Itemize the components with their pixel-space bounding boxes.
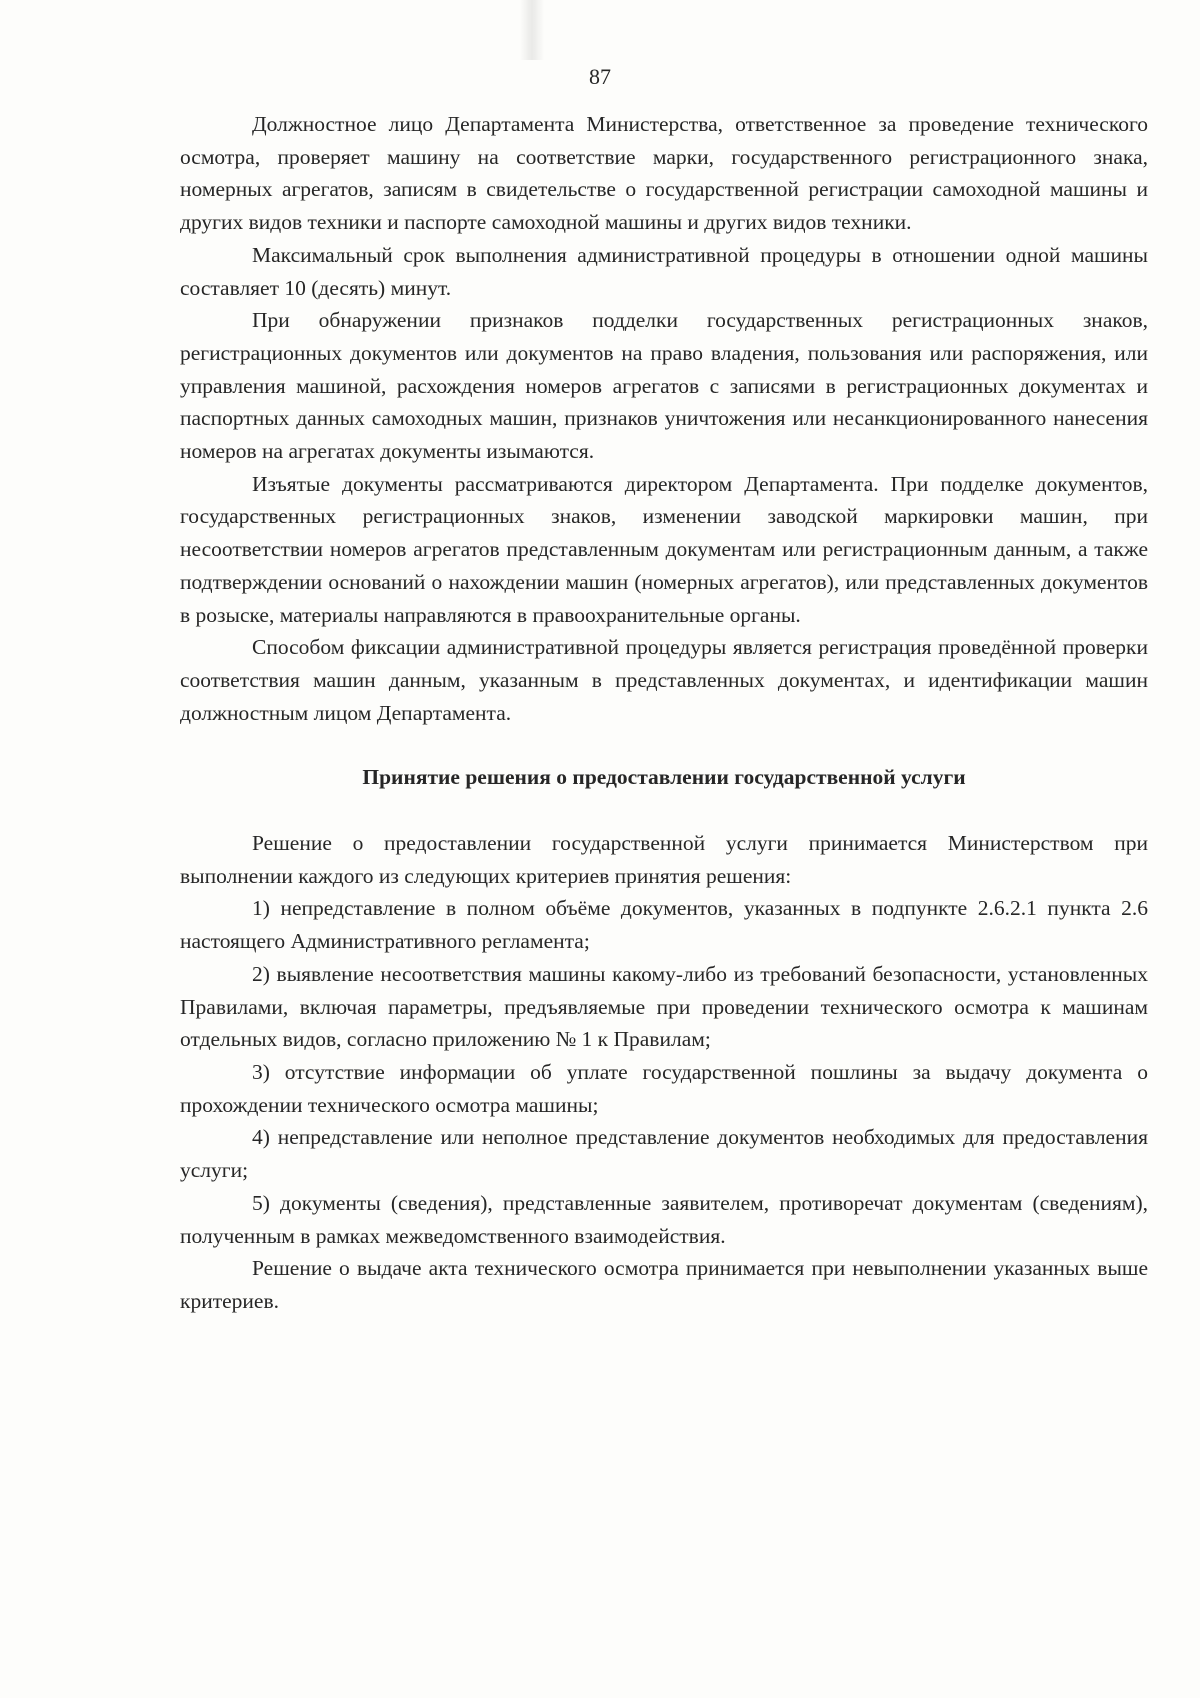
list-item-criterion-5: 5) документы (сведения), представленные заявителем, противоречат документам (сведениям), полученным в рамках межведомственного взаимодействия.	[180, 1190, 1148, 1248]
scan-artifact	[520, 0, 544, 60]
paragraph-seized-documents: Изъятые документы рассматриваются директором Департамента. При подделке документов, государственных регистрационных знаков, изменении заводской маркировки машин, при несоответствии номеров агрегатов представленным документам или регистрационным данным, а также подтверждении оснований о нахождении машин (номерных агрегатов), или представленных документов в розыске, материалы направляются в правоохранительные органы.	[180, 471, 1148, 627]
list-item-criterion-1: 1) непредставление в полном объёме документов, указанных в подпункте 2.6.2.1 пункта 2.6 настоящего Административного регламента;	[180, 896, 1148, 954]
list-item-criterion-4: 4) непредставление или неполное представление документов необходимых для предоставления услуги;	[180, 1125, 1148, 1183]
paragraph-max-duration: Максимальный срок выполнения административной процедуры в отношении одной машины составляет 10 (десять) минут.	[180, 242, 1148, 300]
paragraph-official-check: Должностное лицо Департамента Министерства, ответственное за проведение технического осмотра, проверяет машину на соответствие марки, государственного регистрационного знака, номерных агрегатов, записям в свидетельстве о государственной регистрации самоходной машины и других видов техники и паспорте самоходной машины и других видов техники.	[180, 112, 1148, 235]
paragraph-forgery-signs: При обнаружении признаков подделки государственных регистрационных знаков, регистрационных документов или документов на право владения, пользования или распоряжения, или управления машиной, расхождения номеров агрегатов с записями в регистрационных документах и паспортных данных самоходных машин, признаков уничтожения или несанкционированного нанесения номеров на агрегатах документы изымаются.	[180, 308, 1148, 464]
list-item-criterion-2: 2) выявление несоответствия машины какому-либо из требований безопасности, установленных Правилами, включая параметры, предъявляемые при проведении технического осмотра к машинам отдельных видов, согласно приложению № 1 к Правилам;	[180, 961, 1148, 1052]
list-item-criterion-3: 3) отсутствие информации об уплате государственной пошлины за выдачу документа о прохождении технического осмотра машины;	[180, 1059, 1148, 1117]
paragraph-act-decision: Решение о выдаче акта технического осмотра принимается при невыполнении указанных выше критериев.	[180, 1256, 1148, 1313]
page-number: 87	[589, 64, 611, 89]
section-heading: Принятие решения о предоставлении государственной услуги	[362, 765, 966, 790]
paragraph-decision-intro: Решение о предоставлении государственной услуги принимается Министерством при выполнении каждого из следующих критериев принятия решения:	[180, 831, 1148, 888]
document-body	[180, 108, 1148, 1318]
paragraph-fixation-method: Способом фиксации административной процедуры является регистрация проведённой проверки соответствия машин данным, указанным в представленных документах, и идентификации машин должностным лицом Департамента.	[180, 635, 1148, 725]
